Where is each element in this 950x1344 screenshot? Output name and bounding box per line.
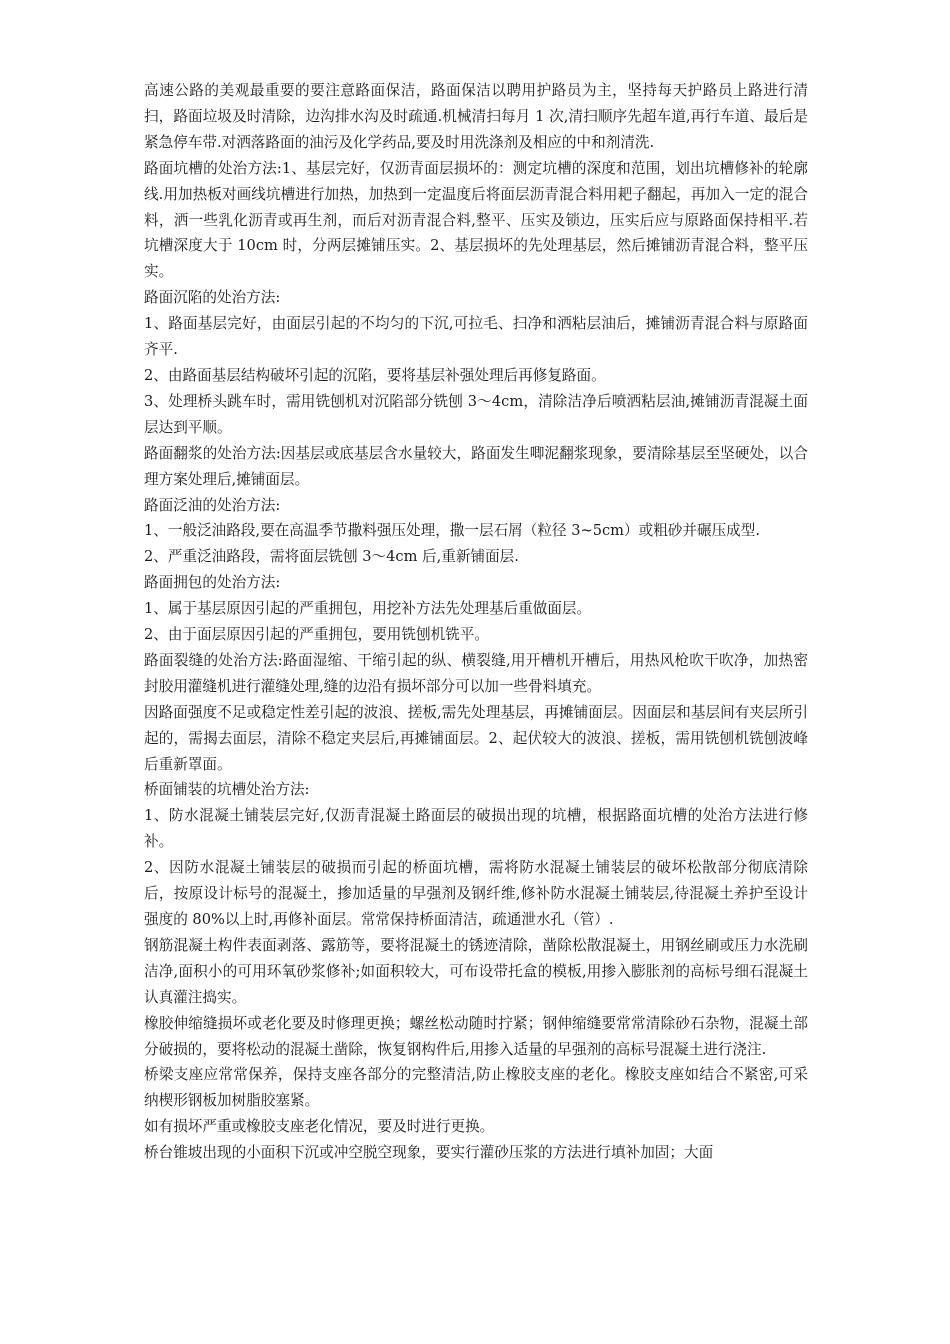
paragraph-concrete-spalling: 钢筋混凝土构件表面剥落、露筋等，要将混凝土的锈迹清除，凿除松散混凝土，用钢丝刷或压力水洗刷洁净,面积小的可用环氧砂浆修补;如面积较大，可布设带托盒的模板,用掺入膨胀剂的高标号细石混凝土认真灌注捣实。 [144,936,808,1006]
heading-bridge-deck-potholes: 桥面铺装的坑槽处治方法: [144,781,310,799]
paragraph-abutment-slope: 桥台锥坡出现的小面积下沉或冲空脱空现象，要实行灌砂压浆的方法进行填补加固；大面 [144,1144,714,1162]
paragraph-subsidence-1: 1、路面基层完好，由面层引起的不均匀的下沉,可拉毛、扫净和洒粘层油后，摊铺沥青混合料与原路面齐平. [144,315,808,359]
heading-bleeding: 路面泛油的处治方法: [144,496,281,514]
paragraph-bridge-deck-1: 1、防水混凝土铺装层完好,仅沥青混凝土路面层的破损出现的坑槽，根据路面坑槽的处治方法进行修补。 [144,807,808,851]
paragraph-cracks: 路面裂缝的处治方法:路面湿缩、干缩引起的纵、横裂缝,用开槽机开槽后，用热风枪吹干吹净，加热密封胶用灌缝机进行灌缝处理,缝的边沿有损坏部分可以加一些骨料填充。 [144,651,808,695]
paragraph-shoving-1: 1、属于基层原因引起的严重拥包，用挖补方法先处理基后重做面层。 [144,600,592,618]
paragraph-corrugation: 因路面强度不足或稳定性差引起的波浪、搓板,需先处理基层，再摊铺面层。因面层和基层间有夹层所引起的，需揭去面层，清除不稳定夹层后,再摊铺面层。2、起伏较大的波浪、搓板，需用铣刨机铣刨波峰后重新罩面。 [144,703,808,773]
heading-subsidence: 路面沉陷的处治方法: [144,289,281,307]
paragraph-subsidence-2: 2、由路面基层结构破坏引起的沉陷，要将基层补强处理后再修复路面。 [144,366,606,384]
paragraph-bridge-deck-2: 2、因防水混凝土铺装层的破损而引起的桥面坑槽，需将防水混凝土铺装层的破坏松散部分彻底清除后，按原设计标号的混凝土，掺加适量的早强剂及钢纤维,修补防水混凝土铺装层,待混凝土养护至设计强度的 80%以上时,再修补面层。常常保持桥面清洁，疏通泄水孔（管）. [144,859,808,928]
paragraph-pothole-treatment: 路面坑槽的处治方法:1、基层完好，仅沥青面层损坏的：测定坑槽的深度和范围，划出坑槽修补的轮廓线.用加热板对画线坑槽进行加热，加热到一定温度后将面层沥青混合料用耙子翻起，再加入一定的混合料，洒一些乳化沥青或再生剂，而后对沥青混合料,整平、压实及锁边，压实后应与原路面保持相平.若坑槽深度大于 10cm 时，分两层摊铺压实。2、基层损坏的先处理基层，然后摊铺沥青混合料，整平压实。 [144,159,808,281]
paragraph-subsidence-3: 3、处理桥头跳车时，需用铣刨机对沉陷部分铣刨 3～4cm，清除洁净后喷洒粘层油,摊铺沥青混凝土面层达到平顺。 [144,392,808,436]
heading-shoving: 路面拥包的处治方法: [144,574,281,592]
paragraph-frost-boiling: 路面翻浆的处治方法:因基层或底基层含水量较大，路面发生唧泥翻浆现象，要清除基层至坚硬处，以合理方案处理后,摊铺面层。 [144,444,808,488]
document-body [144,78,808,1166]
paragraph-bearings: 桥梁支座应常常保养，保持支座各部分的完整清洁,防止橡胶支座的老化。橡胶支座如结合不紧密,可采纳楔形钢板加树脂胶塞紧。 [144,1066,808,1110]
paragraph-bearing-replacement: 如有损坏严重或橡胶支座老化情况，要及时进行更换。 [144,1118,495,1136]
paragraph-expansion-joints: 橡胶伸缩缝损坏或老化要及时修理更换；螺丝松动随时拧紧；钢伸缩缝要常常清除砂石杂物，混凝土部分破损的，要将松动的混凝土凿除，恢复钢构件后,用掺入适量的早强剂的高标号混凝土进行浇注. [144,1014,808,1058]
paragraph-bleeding-2: 2、严重泛油路段，需将面层铣刨 3～4cm 后,重新铺面层. [144,548,519,566]
paragraph-road-cleaning: 高速公路的美观最重要的要注意路面保洁，路面保洁以聘用护路员为主，坚持每天护路员上路进行清扫，路面垃圾及时清除，边沟排水沟及时疏通.机械清扫每月 1 次,清扫顺序先超车道,再行车道、最后是紧急停车带.对洒落路面的油污及化学药品,要及时用洗涤剂及相应的中和剂清洗. [144,82,808,151]
paragraph-shoving-2: 2、由于面层原因引起的严重拥包，要用铣刨机铣平。 [144,626,489,644]
paragraph-bleeding-1: 1、一般泛油路段,要在高温季节撒料强压处理，撒一层石屑（粒径 3~5cm）或粗砂并碾压成型. [144,522,760,540]
